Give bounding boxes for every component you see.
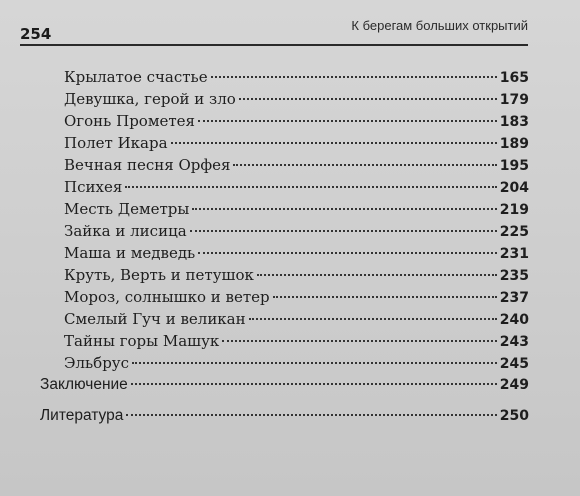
toc-entry-page: 225 <box>499 224 529 240</box>
toc-entry-title: Огонь Прометея <box>64 112 196 130</box>
toc-entry-title: Психея <box>64 178 123 196</box>
dot-leader <box>222 340 496 342</box>
toc-entry-title: Крылатое счастье <box>64 68 208 86</box>
toc-entry <box>64 198 529 220</box>
dot-leader <box>198 252 497 254</box>
dot-leader <box>125 186 496 188</box>
toc-section-title: Литература <box>40 407 124 424</box>
toc-entry-title: Месть Деметры <box>64 200 190 218</box>
toc-entry-title: Вечная песня Орфея <box>64 156 231 174</box>
toc-entry <box>64 308 529 330</box>
dot-leader <box>233 164 496 166</box>
dot-leader <box>126 414 496 416</box>
toc-entry-page: 165 <box>499 70 529 86</box>
toc-section-page: 250 <box>499 408 529 424</box>
toc-entry-page: 195 <box>499 158 529 174</box>
toc-entry <box>64 264 529 286</box>
toc-entry-title: Круть, Верть и петушок <box>64 266 254 284</box>
toc-entry-page: 179 <box>499 92 529 108</box>
toc-entry-title: Тайны горы Машук <box>64 332 220 350</box>
toc-entry-title: Мороз, солнышко и ветер <box>64 288 270 306</box>
toc-entry-title: Зайка и лисица <box>64 222 187 240</box>
toc-entry <box>64 330 529 352</box>
toc-entry-page: 235 <box>499 268 529 284</box>
toc-entry <box>64 176 529 198</box>
dot-leader <box>192 208 496 210</box>
toc-section-title: Заключение <box>40 376 128 393</box>
toc-entry-page: 243 <box>499 334 529 350</box>
toc-entry-page: 231 <box>499 246 529 262</box>
toc-entry-page: 219 <box>499 202 529 218</box>
toc-entry-page: 189 <box>499 136 529 152</box>
toc-entry-page: 204 <box>499 180 529 196</box>
toc-section-entry <box>40 374 529 396</box>
book-title: К берегам больших открытий <box>351 18 528 33</box>
dot-leader <box>198 120 497 122</box>
toc-entry <box>64 286 529 308</box>
dot-leader <box>257 274 497 276</box>
toc-entry <box>64 242 529 264</box>
toc-entry <box>64 66 529 88</box>
toc-entry-page: 237 <box>499 290 529 306</box>
toc-entry-title: Эльбрус <box>64 354 130 372</box>
toc-entry-title: Полет Икара <box>64 134 168 152</box>
dot-leader <box>131 383 497 385</box>
toc-entry <box>64 154 529 176</box>
toc-entry-title: Смелый Гуч и великан <box>64 310 246 328</box>
dot-leader <box>273 296 497 298</box>
toc-entry <box>64 110 529 132</box>
toc-entry-page: 183 <box>499 114 529 130</box>
toc-section-page: 249 <box>499 377 529 393</box>
toc-section-entry <box>40 405 529 427</box>
dot-leader <box>171 142 497 144</box>
dot-leader <box>249 318 497 320</box>
toc-entry <box>64 220 529 242</box>
toc-entry <box>64 132 529 154</box>
toc-entry <box>64 88 529 110</box>
page-number: 254 <box>20 25 52 43</box>
toc-entry <box>64 352 529 374</box>
dot-leader <box>239 98 497 100</box>
toc-entry-page: 240 <box>499 312 529 328</box>
dot-leader <box>211 76 497 78</box>
toc-entry-page: 245 <box>499 356 529 372</box>
toc-entry-title: Девушка, герой и зло <box>64 90 236 108</box>
dot-leader <box>132 362 497 364</box>
toc-entry-title: Маша и медведь <box>64 244 196 262</box>
dot-leader <box>190 230 497 232</box>
